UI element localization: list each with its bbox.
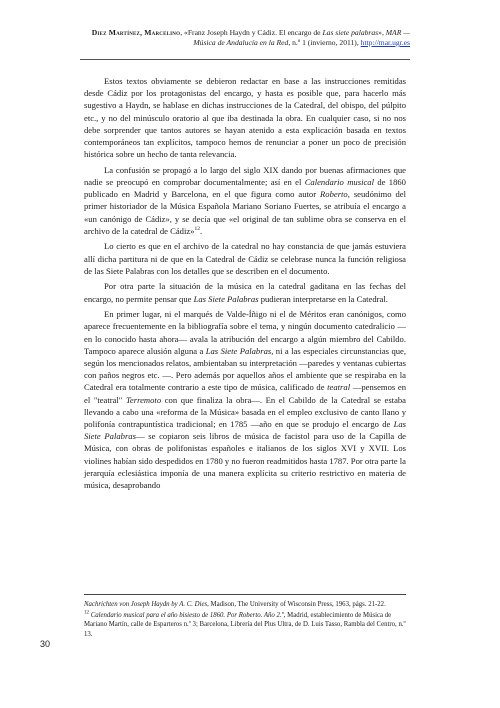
page-number: 30: [40, 639, 51, 649]
header-issue: , n.º 1 (invierno, 2011),: [288, 38, 361, 47]
paragraph-1: Estos textos obviamente se debieron redactar en base a las instrucciones remitidas desde Cádiz por los protagonistas del encargo, y hasta es posible que, para hacerlo más sugestivo a Haydn, se hablase en dichas instrucciones de la Catedral, del obispo, del púlpito etc., y no del minúsculo oratorio al que iba destinada la obra. En cualquier caso, si no nos debe sorprender que tantos autores se hayan atenido a esta explicación basada en textos contemporáneos tan explícitos, tampoco hemos de renunciar a poner un poco de precisión histórica sobre un hecho de tanta relevancia.: [84, 76, 406, 160]
paragraph-5: En primer lugar, ni el marqués de Valde-Íñigo ni el de Méritos eran canónigos, como aparece frecuentemente en la bibliografía sobre el tema, y ningún documento catedralicio —en lo conocido hasta ahora— avala la atribución del encargo a algún miembro del Cabildo. Tampoco aparece alusión alguna a Las Siete Palabras, ni a las especiales circunstancias que, según los mencionados relatos, ambientaban su interpretación —paredes y ventanas cubiertas con paños negros etc. —. Pero además por aquellos años el ambiente que se respiraba en la Catedral era totalmente contrario a este tipo de música, calificado de teatral —pensemos en el "teatral" Terremoto con que finaliza la obra—. En el Cabildo de la Catedral se estaba llevando a cabo una «reforma de la Música» basada en el empleo exclusivo de canto llano y polifonía contrapuntística tradicional; en 1785 —año en que se produjo el encargo de Las Siete Palabras— se copiaron seis libros de música de facistol para uso de la Capilla de Música, con obras de polifonistas españoles e italianos de los siglos XVI y XVII. Los violines habían sido despedidos en 1780 y no fueron readmitidos hasta 1787. Por otra parte la jerarquía eclesiástica imponía de una manera explícita su criterio restrictivo en materia de música, desaprobando: [84, 309, 406, 491]
header-work-title: Las siete palabras: [322, 28, 379, 37]
footnote-divider: [84, 594, 406, 595]
header-url-link[interactable]: http://mar.ugr.es: [360, 38, 410, 47]
header-author: Diez Martínez, Marcelino: [91, 28, 181, 37]
footnote-11: Nachrichten von Joseph Haydn by A. C. Dies, Madison, The University of Wisconsin Press, 1963, págs. 21-22.: [84, 601, 386, 608]
header-journal: MAR — Música de Andalucía en la Red: [193, 28, 410, 47]
paragraph-2: La confusión se propagó a lo largo del siglo XIX dando por buenas afirmaciones que nadie se preocupó en comprobar documentalmente; así en el Calendario musical de 1860 publicado en Madrid y Barcelona, en el que figura como autor Roberto, seudónimo del primer historiador de la Música Española Mariano Soriano Fuertes, se atribuía el encargo a «un canónigo de Cádiz», y se decía que «el original de tan sublime obra se conserva en el archivo de la catedral de Cádiz»$^{12}$.: [84, 164, 406, 236]
paragraph-3: Lo cierto es que en el archivo de la catedral no hay constancia de que jamás estuviera allí dicha partitura ni de que en la Catedral de Cádiz se celebrase nunca la función religiosa de las Siete Palabras con los detalles que se describen en el documento.: [84, 241, 406, 276]
running-header: [80, 28, 410, 48]
paragraph-4: Por otra parte la situación de la música en la catedral gaditana en las fechas del encargo, no permite pensar que Las Siete Palabras pudieran interpretarse en la Catedral.: [84, 281, 406, 304]
footnote-12: $^{12}$ Calendario musical para el año bisiesto de 1860. Por Roberto. Año 2.º, Madrid, establecimiento de Música de Mariano Martín, calle de Esparteros n.º 3; Barcelona, Librería del Plus Ultra, de D. Luis Tasso, Rambla del Centro, n.º 13.: [84, 610, 406, 638]
footnote-12-number: 12: [84, 610, 89, 616]
header-title-prefix: , «Franz Joseph Haydn y Cádiz. El encargo de: [180, 28, 323, 37]
footnotes: [84, 600, 406, 640]
body-text: [84, 75, 406, 495]
header-title-suffix: »,: [378, 28, 386, 37]
header-divider: [80, 59, 410, 60]
footnote-ref-12[interactable]: 12: [194, 225, 200, 232]
